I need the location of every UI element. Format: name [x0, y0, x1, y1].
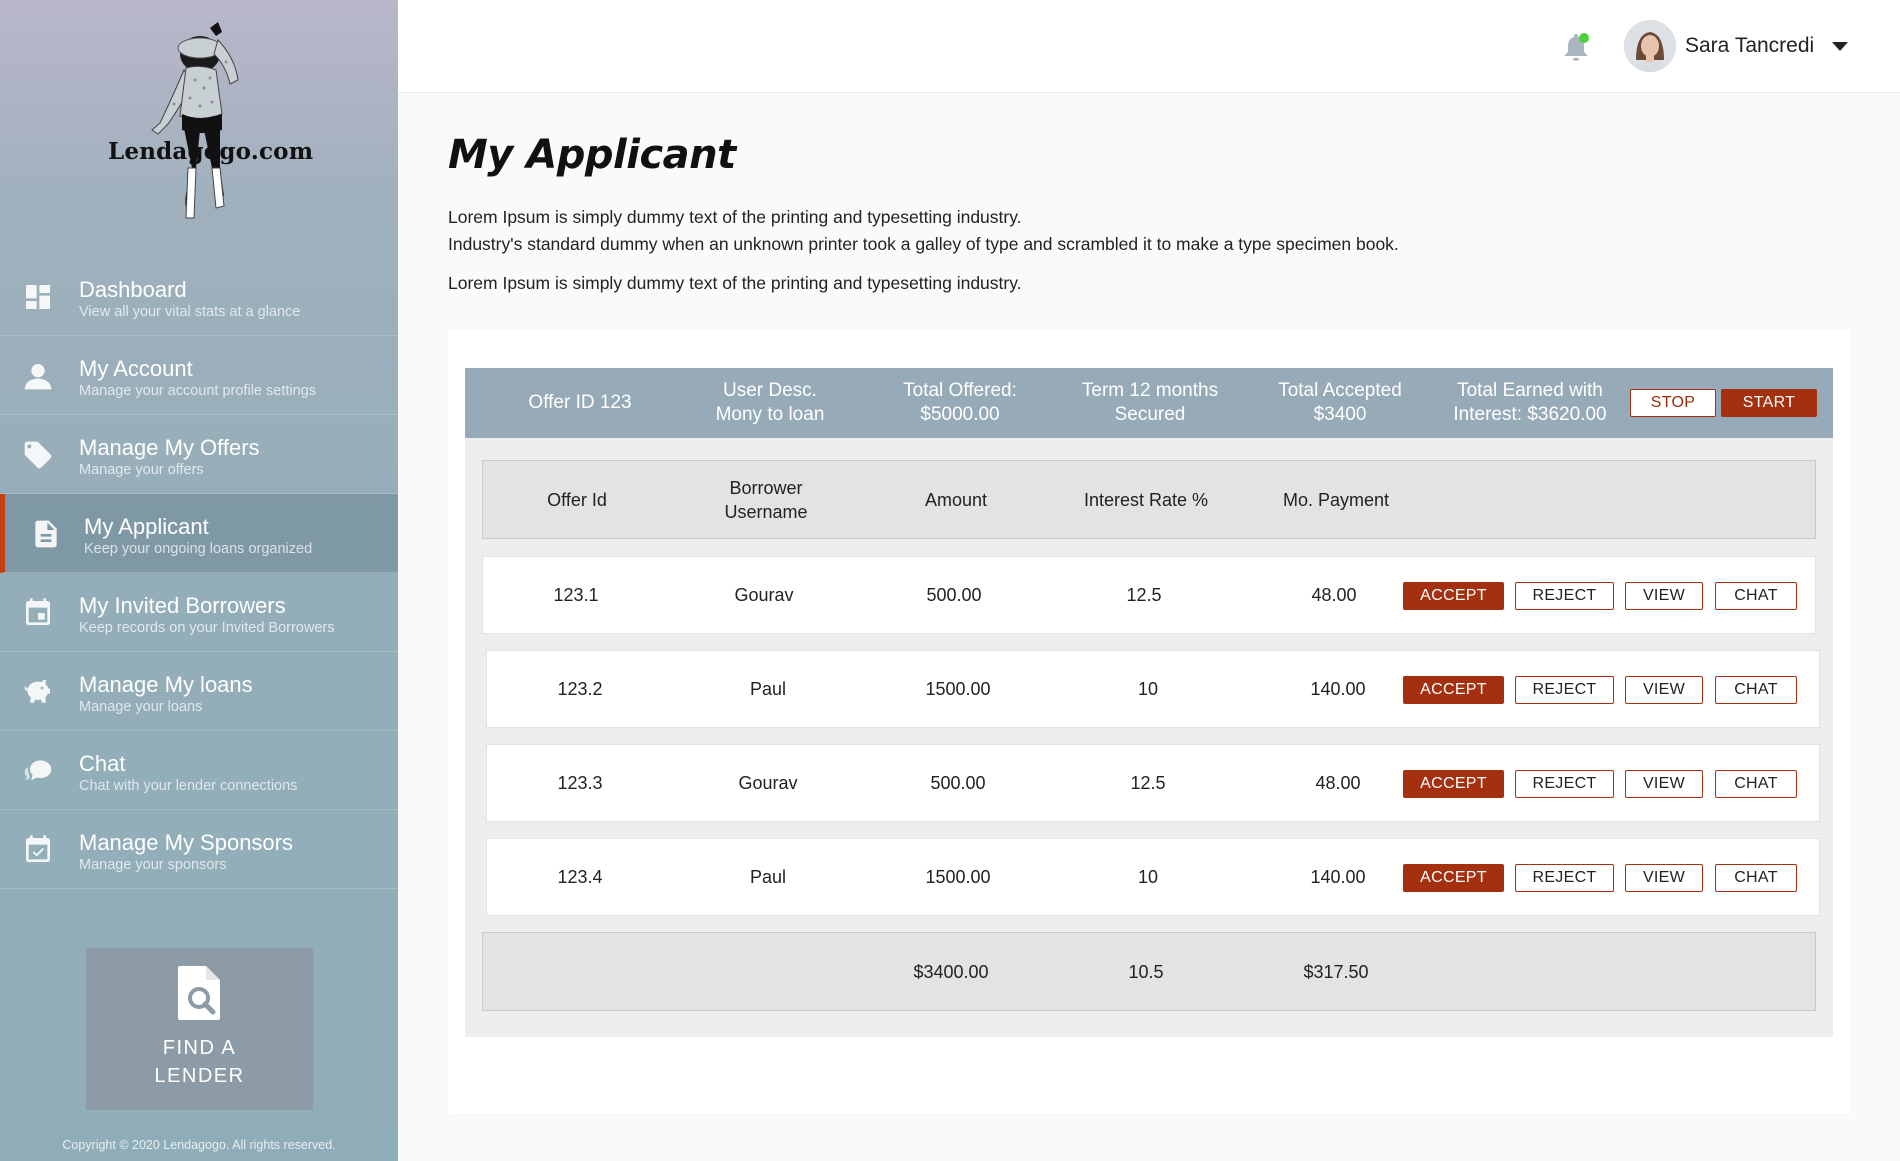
chat-button[interactable]: CHAT — [1715, 864, 1797, 892]
table-header — [482, 460, 1816, 539]
table-row — [482, 556, 1816, 634]
cell-amount: 500.00 — [926, 585, 982, 605]
sidebar-item-subtitle: Manage your account profile settings — [79, 383, 316, 399]
col-amount: Amount — [924, 489, 988, 510]
find-lender-line2: LENDER — [154, 1065, 245, 1087]
sidebar-item-title: My Account — [79, 356, 193, 381]
user-desc — [675, 368, 865, 438]
calendar-icon — [22, 597, 54, 629]
chat-icon — [22, 755, 54, 787]
total-offered — [865, 368, 1055, 438]
total-earned — [1435, 368, 1625, 438]
notification-dot — [1579, 33, 1589, 43]
summary-interest-rate: 10.5 — [1128, 961, 1164, 982]
cell-amount: 500.00 — [930, 773, 986, 793]
sidebar-item-title: Chat — [79, 751, 126, 776]
total-accepted-title: Total Accepted — [1278, 380, 1402, 401]
page-description-line1: Lorem Ipsum is simply dummy text of the printing and typesetting industry. — [448, 207, 1022, 227]
view-button[interactable]: VIEW — [1625, 582, 1703, 610]
total-accepted-value: $3400 — [1313, 404, 1367, 425]
bell-icon[interactable] — [1562, 32, 1590, 62]
accept-button[interactable]: ACCEPT — [1403, 864, 1504, 892]
sidebar-item-subtitle: Manage your loans — [79, 699, 203, 715]
col-borrower — [671, 461, 861, 538]
sidebar-item-subtitle: Keep your ongoing loans organized — [84, 541, 313, 557]
sidebar-item-dashboard[interactable] — [0, 257, 398, 336]
sidebar-item-subtitle: Chat with your lender connections — [79, 778, 298, 794]
page-title: My Applicant — [448, 132, 736, 178]
cell-interest-rate: 10 — [1137, 867, 1159, 887]
cell-offer-id: 123.3 — [557, 773, 603, 793]
col-interest-rate: Interest Rate % — [1083, 489, 1209, 510]
term-value: Secured — [1114, 404, 1186, 425]
view-button[interactable]: VIEW — [1625, 676, 1703, 704]
sidebar-item-manage-sponsors[interactable] — [0, 810, 398, 889]
page-description-line3: Lorem Ipsum is simply dummy text of the printing and typesetting industry. — [448, 273, 1022, 293]
sidebar-item-my-account[interactable] — [0, 336, 398, 415]
offer-header — [465, 368, 1833, 438]
top-bar — [398, 0, 1900, 93]
table-row — [486, 744, 1820, 822]
sidebar-item-title: Dashboard — [79, 277, 187, 302]
find-lender-line1: FIND A — [162, 1037, 237, 1059]
cell-interest-rate: 12.5 — [1126, 585, 1162, 605]
find-lender-label — [86, 1034, 313, 1090]
brand-logo[interactable] — [100, 18, 300, 243]
cell-borrower: Paul — [749, 679, 787, 699]
sidebar-item-title: Manage My Offers — [79, 435, 260, 460]
sidebar — [0, 0, 398, 1161]
sidebar-item-title: My Applicant — [84, 514, 209, 539]
total-offered-value: $5000.00 — [920, 404, 1000, 425]
offer-id-label: Offer ID 123 — [528, 392, 632, 413]
table-summary-row — [482, 932, 1816, 1011]
chat-button[interactable]: CHAT — [1715, 582, 1797, 610]
user-name[interactable]: Sara Tancredi — [1685, 34, 1815, 57]
avatar-image-icon — [1624, 20, 1676, 72]
chevron-down-icon[interactable] — [1832, 42, 1848, 51]
user-desc-value: Mony to loan — [715, 404, 825, 425]
sidebar-item-title: My Invited Borrowers — [79, 593, 286, 618]
cell-mo-payment: 48.00 — [1311, 585, 1357, 605]
cell-interest-rate: 12.5 — [1130, 773, 1166, 793]
reject-button[interactable]: REJECT — [1515, 770, 1614, 798]
sidebar-item-chat[interactable] — [0, 731, 398, 810]
sidebar-item-invited-borrowers[interactable] — [0, 573, 398, 652]
reject-button[interactable]: REJECT — [1515, 864, 1614, 892]
cell-interest-rate: 10 — [1137, 679, 1159, 699]
user-desc-title: User Desc. — [723, 380, 817, 401]
copyright: Copyright © 2020 Lendagogo. All rights reserved. — [62, 1138, 336, 1152]
sidebar-item-title: Manage My Sponsors — [79, 830, 293, 855]
find-lender-button[interactable] — [86, 948, 313, 1110]
cell-offer-id: 123.2 — [557, 679, 603, 699]
cell-borrower: Paul — [749, 867, 787, 887]
sidebar-item-manage-loans[interactable] — [0, 652, 398, 731]
total-earned-value: Interest: $3620.00 — [1453, 404, 1607, 425]
term — [1055, 368, 1245, 438]
cell-amount: 1500.00 — [925, 867, 991, 887]
col-offer-id: Offer Id — [547, 489, 607, 510]
col-borrower-line1: Borrower — [729, 477, 803, 498]
sidebar-item-title: Manage My loans — [79, 672, 253, 697]
cell-offer-id: 123.4 — [557, 867, 603, 887]
cell-borrower: Gourav — [734, 585, 794, 605]
reject-button[interactable]: REJECT — [1515, 582, 1614, 610]
stop-button[interactable]: STOP — [1630, 389, 1716, 417]
sidebar-item-subtitle: Keep records on your Invited Borrowers — [79, 620, 335, 636]
chat-button[interactable]: CHAT — [1715, 770, 1797, 798]
logo-figure-icon — [100, 18, 300, 243]
chat-button[interactable]: CHAT — [1715, 676, 1797, 704]
dashboard-icon — [22, 281, 54, 313]
page-description-line2: Industry's standard dummy when an unknown printer took a galley of type and scrambled it to make a type specimen book. — [448, 234, 1399, 254]
cell-mo-payment: 48.00 — [1315, 773, 1361, 793]
sidebar-item-manage-offers[interactable] — [0, 415, 398, 494]
sidebar-item-subtitle: Manage your sponsors — [79, 857, 227, 873]
table-row — [486, 650, 1820, 728]
accept-button[interactable]: ACCEPT — [1403, 770, 1504, 798]
document-search-icon — [176, 964, 224, 1022]
col-mo-payment: Mo. Payment — [1282, 489, 1390, 510]
summary-amount: $3400.00 — [913, 961, 989, 982]
total-offered-title: Total Offered: — [903, 380, 1017, 401]
view-button[interactable]: VIEW — [1625, 864, 1703, 892]
reject-button[interactable]: REJECT — [1515, 676, 1614, 704]
total-earned-title: Total Earned with — [1457, 380, 1603, 401]
sidebar-item-subtitle: View all your vital stats at a glance — [79, 304, 301, 320]
start-button[interactable]: START — [1721, 389, 1817, 417]
brand-name: Lendagogo.com — [108, 138, 314, 165]
avatar[interactable] — [1624, 20, 1676, 72]
sidebar-item-my-applicant[interactable] — [0, 494, 398, 573]
cell-mo-payment: 140.00 — [1310, 867, 1366, 887]
table-row — [486, 838, 1820, 916]
sidebar-item-subtitle: Manage your offers — [79, 462, 204, 478]
calendar-check-icon — [22, 834, 54, 866]
cell-amount: 1500.00 — [925, 679, 991, 699]
accept-button[interactable]: ACCEPT — [1403, 582, 1504, 610]
sidebar-nav — [0, 257, 398, 889]
accept-button[interactable]: ACCEPT — [1403, 676, 1504, 704]
total-accepted — [1245, 368, 1435, 438]
user-icon — [22, 360, 54, 392]
term-title: Term 12 months — [1081, 380, 1219, 401]
view-button[interactable]: VIEW — [1625, 770, 1703, 798]
cell-mo-payment: 140.00 — [1310, 679, 1366, 699]
cell-borrower: Gourav — [738, 773, 798, 793]
document-icon — [30, 518, 62, 550]
cell-offer-id: 123.1 — [553, 585, 599, 605]
piggy-bank-icon — [22, 676, 54, 708]
col-borrower-line2: Username — [724, 501, 808, 522]
summary-mo-payment: $317.50 — [1303, 961, 1369, 982]
tag-icon — [22, 439, 54, 471]
